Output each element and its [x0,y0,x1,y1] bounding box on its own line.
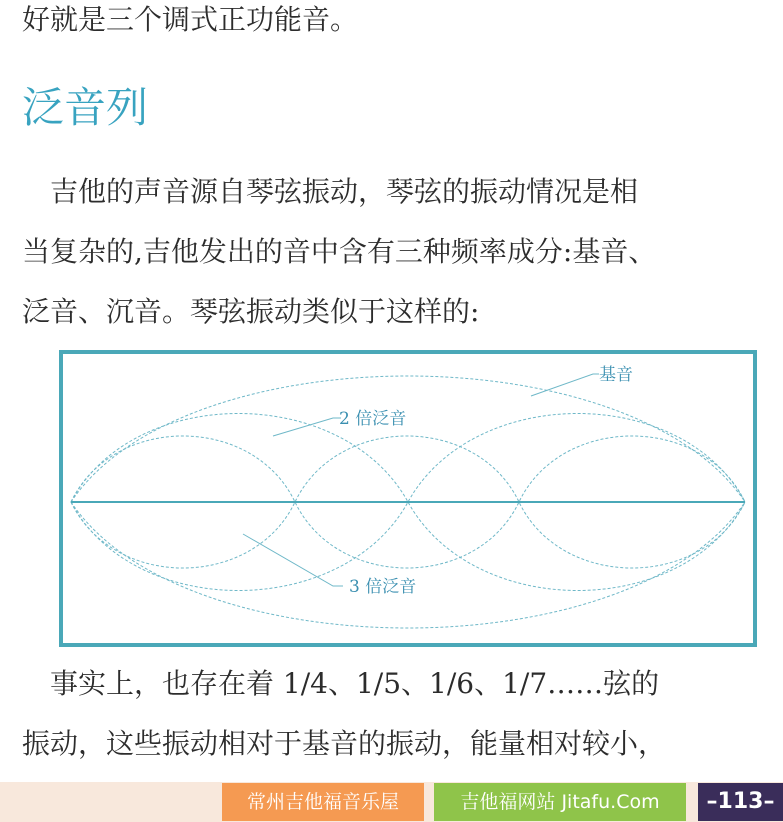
intro-line-3: 泛音、沉音。琴弦振动类似于这样的: [22,295,480,328]
leader-3x [243,534,343,586]
bottom-line-2: 振动，这些振动相对于基音的振动，能量相对较小， [22,727,667,760]
vibration-diagram [63,354,753,643]
leader-2x [273,418,341,436]
section-heading: 泛音列 [22,83,149,132]
string-vibration-figure [59,350,757,647]
footer-tag-studio: 常州吉他福音乐屋 [222,783,424,821]
footer-tag-website[interactable]: 吉他福网站 Jitafu.Com [434,783,686,821]
bottom-line-1: 事实上，也存在着 1/4、1/5、1/6、1/7……弦的 [22,667,660,700]
wave-fundamental-lower [71,502,745,628]
paragraph-top-line: 好就是三个调式正功能音。 [22,3,359,36]
label-2x-harmonic: 2 倍泛音 [339,409,407,429]
page-number: –113– [698,783,783,821]
leader-fundamental [531,374,599,396]
wave-fundamental-upper [71,376,745,502]
intro-line-1: 吉他的声音源自琴弦振动，琴弦的振动情况是相 [22,175,639,208]
intro-line-2: 当复杂的,吉他发出的音中含有三种频率成分:基音、 [22,235,657,268]
label-fundamental: 基音 [599,365,633,385]
label-3x-harmonic: 3 倍泛音 [349,577,417,597]
